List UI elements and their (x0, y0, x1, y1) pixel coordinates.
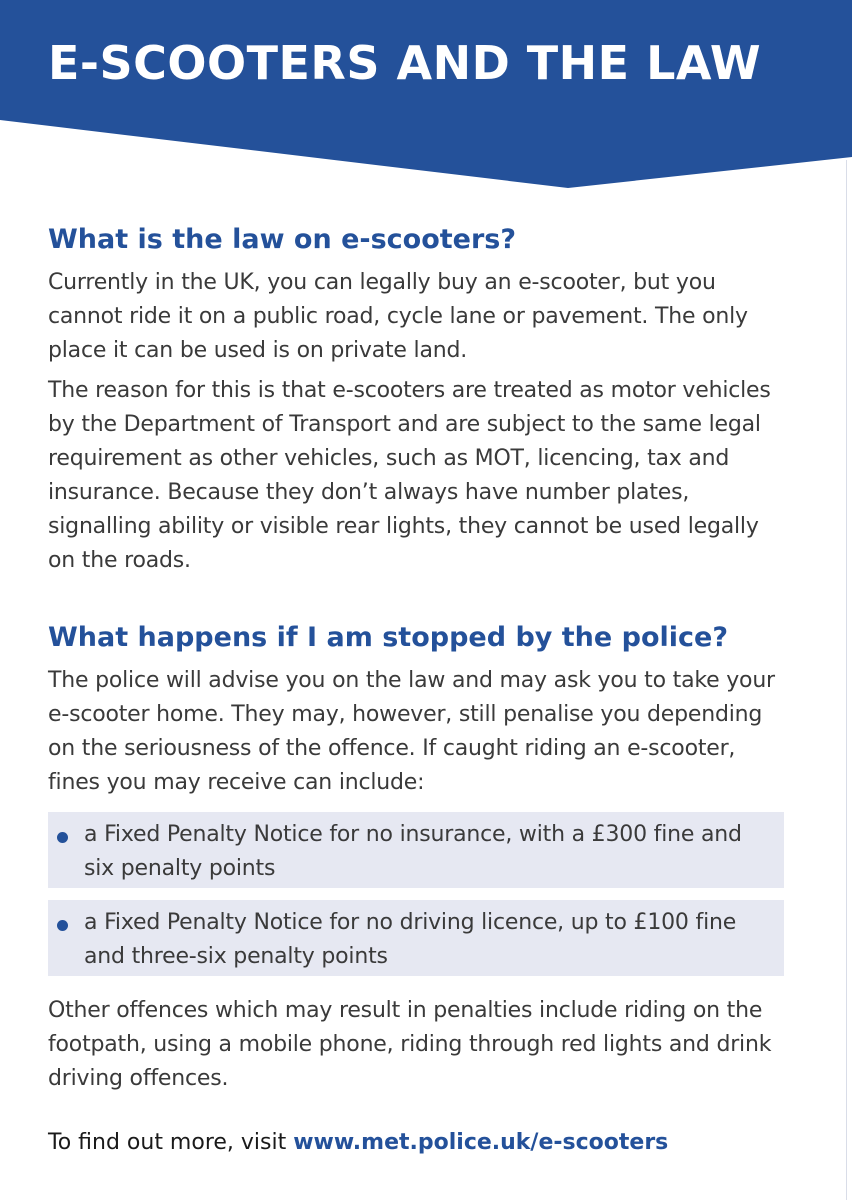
law-paragraph-2: The reason for this is that e-scooters are treated as motor vehicles by the Department of Transport and are subject to the same legal requirement as other vehicles, such as MOT, licencing, tax and insurance. Because they don’t always have number plates, signalling ability or visible rear lights, they cannot be used legally on the roads. (48, 378, 771, 573)
penalty-list (48, 812, 788, 976)
bullet-dot-icon (57, 832, 68, 843)
page-edge-divider (846, 160, 847, 1200)
law-paragraph-1: Currently in the UK, you can legally buy an e-scooter, but you cannot ride it on a public road, cycle lane or pavement. The only place it can be used is on private land. (48, 270, 748, 363)
section-heading-stopped: What happens if I am stopped by the police? (48, 622, 728, 653)
page-title: E-SCOOTERS AND THE LAW (48, 36, 762, 90)
bullet-dot-icon (57, 920, 68, 931)
list-item (48, 900, 784, 976)
footer-prefix: To find out more, visit (48, 1130, 294, 1155)
section-stopped (48, 618, 788, 1096)
main-content (48, 220, 788, 1102)
list-item-text: a Fixed Penalty Notice for no driving licence, up to £100 fine and three-six penalty points (84, 910, 737, 969)
footer (48, 1126, 668, 1160)
header-banner (0, 0, 852, 190)
list-item-text: a Fixed Penalty Notice for no insurance, with a £300 fine and six penalty points (84, 822, 742, 881)
banner-shape (0, 0, 852, 190)
stopped-paragraph-2: Other offences which may result in penalties include riding on the footpath, using a mobile phone, riding through red lights and drink driving offences. (48, 998, 772, 1091)
stopped-paragraph-1: The police will advise you on the law and may ask you to take your e-scooter home. They may, however, still penalise you depending on the seriousness of the offence. If caught riding an e-scooter, fines you may receive can include: (48, 668, 775, 795)
footer-link[interactable]: www.met.police.uk/e-scooters (293, 1130, 669, 1155)
section-law (48, 220, 788, 578)
section-heading-law: What is the law on e-scooters? (48, 224, 517, 255)
list-item (48, 812, 784, 888)
